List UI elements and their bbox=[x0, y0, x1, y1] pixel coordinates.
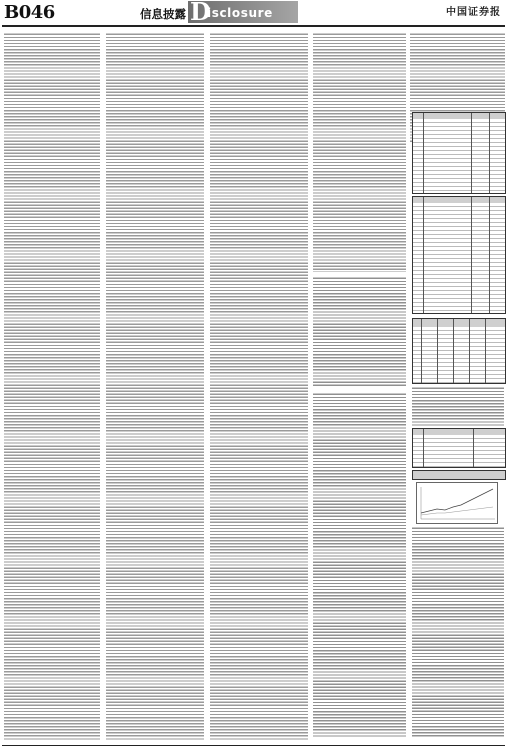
text-block-col4-a bbox=[313, 276, 406, 386]
data-table-2 bbox=[412, 196, 506, 314]
section-logo-word: isclosure bbox=[207, 6, 273, 20]
data-table-4 bbox=[412, 428, 506, 468]
text-column-4-top bbox=[313, 32, 406, 272]
section-logo bbox=[188, 1, 298, 23]
chart-line-series-2 bbox=[421, 507, 493, 515]
text-column-3 bbox=[210, 32, 308, 740]
section-title-cn: 信息披露 bbox=[140, 7, 186, 21]
line-chart-svg bbox=[417, 483, 497, 523]
text-column-1 bbox=[4, 32, 100, 740]
footer-rule bbox=[2, 745, 505, 746]
text-column-2 bbox=[106, 32, 204, 740]
data-table-5 bbox=[412, 470, 506, 480]
line-chart-thumbnail bbox=[416, 482, 498, 524]
text-block-col5-a bbox=[412, 386, 504, 426]
chart-line-series-1 bbox=[421, 489, 493, 513]
page-header bbox=[0, 0, 508, 26]
newspaper-masthead: 中国证券报 bbox=[446, 7, 501, 18]
data-table-3 bbox=[412, 318, 506, 384]
text-block-col5-b bbox=[412, 526, 504, 738]
header-rule bbox=[2, 25, 505, 27]
text-block-col4-b bbox=[313, 392, 406, 738]
data-table-1 bbox=[412, 112, 506, 194]
section-logo-initial: D bbox=[190, 1, 211, 23]
page-number: B046 bbox=[4, 2, 55, 23]
